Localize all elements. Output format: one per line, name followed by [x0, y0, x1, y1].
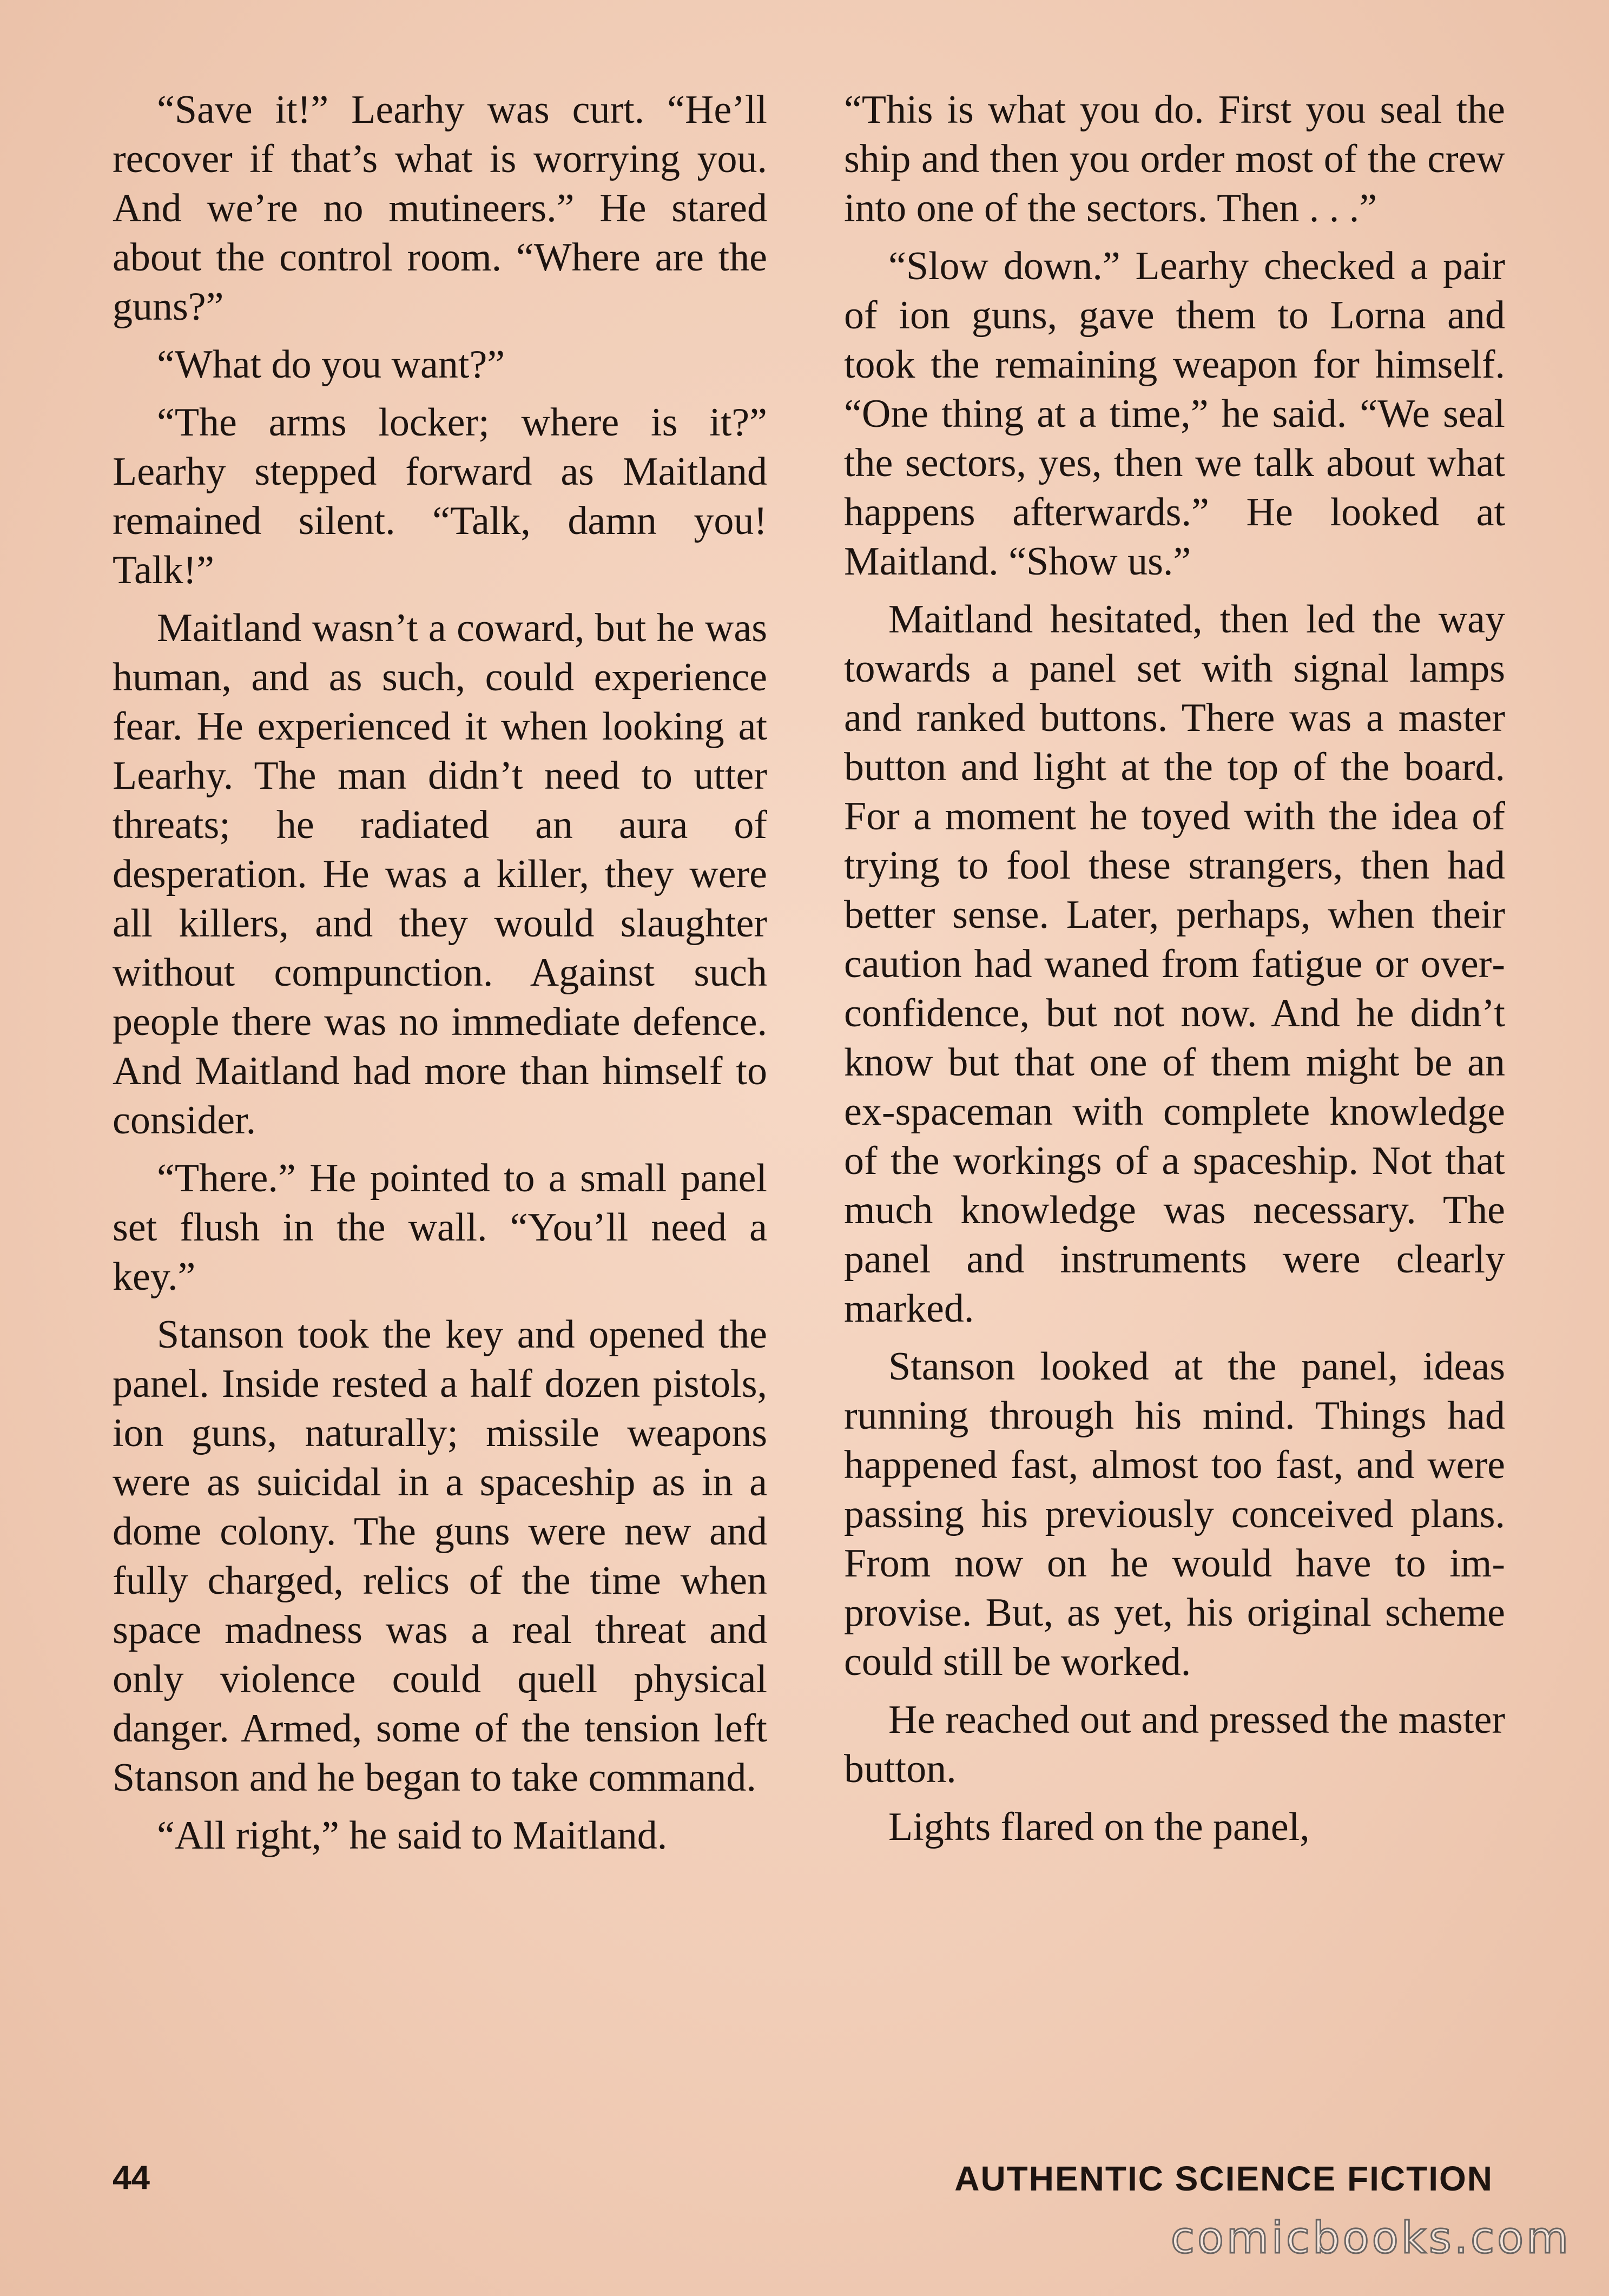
paragraph: “The arms locker; where is it?” Learhy stepped forward as Maitland remained silent. “Talk, damn you! Talk!” [113, 400, 767, 592]
paragraph: He reached out and pressed the master button. [844, 1698, 1505, 1791]
paragraph: Stanson looked at the panel, ideas running through his mind. Things had happened fast, almost too fast, and were passing his previously conceived plans. From now on he would have to improvise. But, as yet, his original scheme could still be worked. [844, 1344, 1505, 1684]
paragraph: Maitland hesitated, then led the way towards a panel set with signal lamps and ranked buttons. There was a master button and light at the top of the board. For a moment he toyed with the idea of trying to fool these strangers, then had better sense. Later, perhaps, when their caution had waned from fatigue or overconfidence, but not now. And he didn’t know but that one of them might be an ex-spaceman with complete knowledge of the workings of a spaceship. Not that much knowledge was necessary. The panel and instruments were clearly marked. [844, 597, 1505, 1331]
paragraph: “Slow down.” Learhy checked a pair of ion guns, gave them to Lorna and took the remaining weapon for himself. “One thing at a time,” he said. “We seal the sectors, yes, then we talk about what happens afterwards.” He looked at Maitland. “Show us.” [844, 244, 1505, 584]
paragraph: “This is what you do. First you seal the ship and then you order most of the crew into one of the sectors. Then . . .” [844, 88, 1505, 230]
page-number: 44 [113, 2159, 150, 2196]
paragraph: Lights flared on the panel, [888, 1805, 1310, 1849]
right-text-column [844, 85, 1505, 1860]
paragraph: “All right,” he said to Maitland. [157, 1813, 668, 1858]
magazine-title: AUTHENTIC SCIENCE FICTION [954, 2159, 1493, 2198]
paragraph: “What do you want?” [157, 342, 505, 387]
watermark: comicbooks.com [1170, 2213, 1571, 2263]
left-text-column [113, 85, 767, 1869]
paragraph: “Save it!” Learhy was curt. “He’ll recover if that’s what is worrying you. And we’re no mutineers.” He stared about the control room. “Where are the guns?” [113, 88, 767, 329]
paragraph: Maitland wasn’t a coward, but he was human, and as such, could experience fear. He experienced it when looking at Learhy. The man didn’t need to utter threats; he radiated an aura of desperation. He was a killer, they were all killers, and they would slaughter without compunction. Against such people there was no immediate defence. And Maitland had more than himself to consider. [113, 606, 767, 1143]
paragraph: “There.” He pointed to a small panel set flush in the wall. “You’ll need a key.” [113, 1156, 767, 1299]
paragraph: Stanson took the key and opened the panel. Inside rested a half dozen pistols, ion guns, naturally; missile weapons were as suicidal in a spaceship as in a dome colony. The guns were new and fully charged, relics of the time when space madness was a real threat and only violence could quell physical danger. Armed, some of the tension left Stanson and he began to take command. [113, 1312, 767, 1800]
